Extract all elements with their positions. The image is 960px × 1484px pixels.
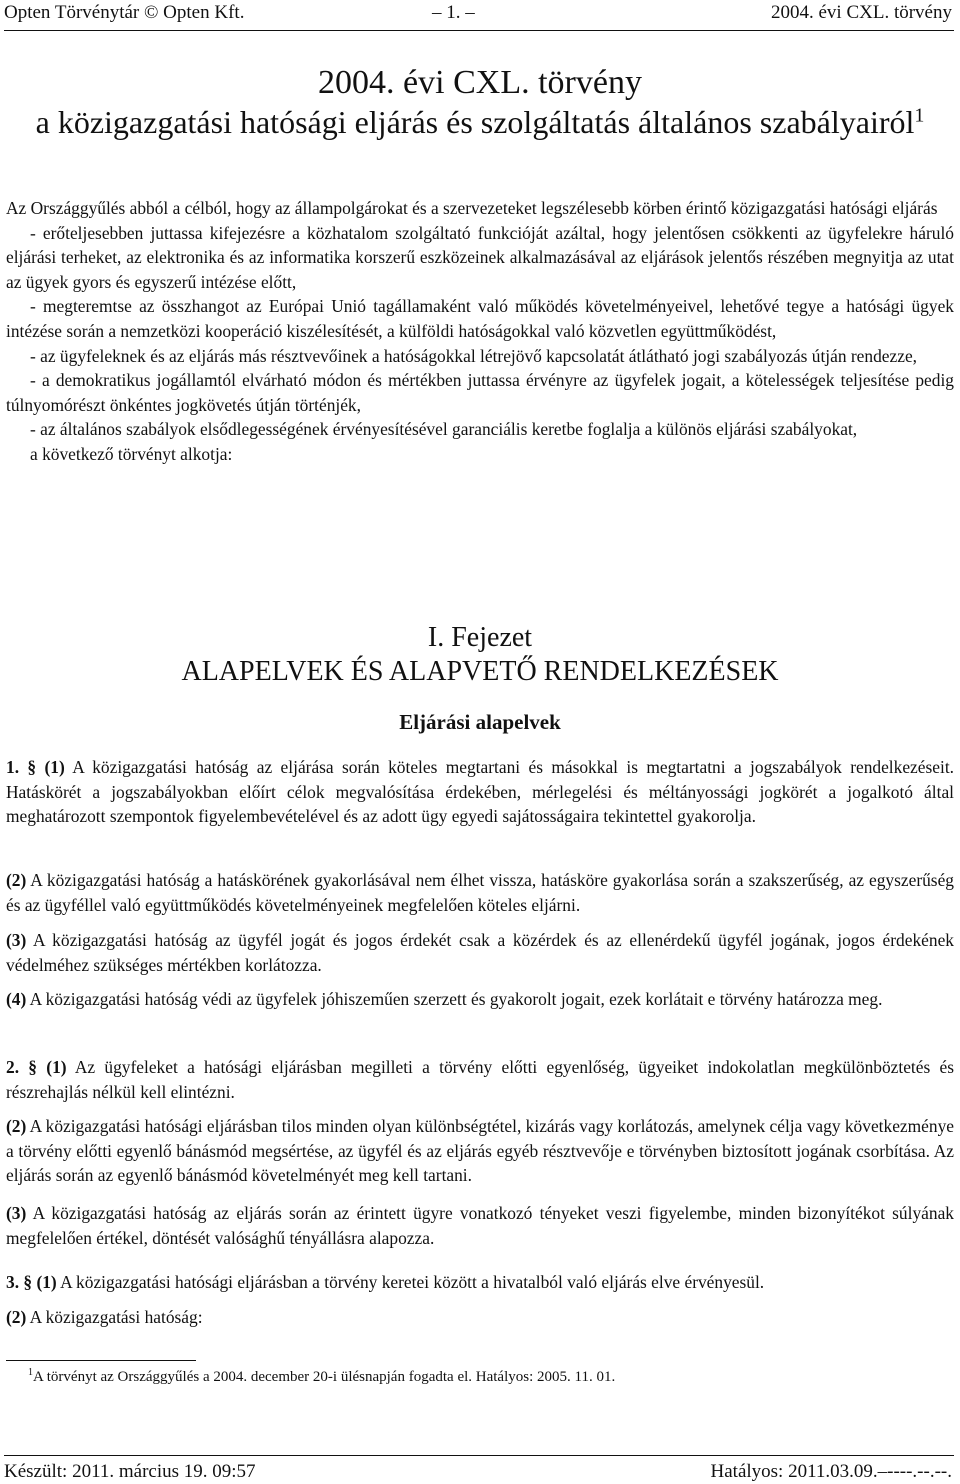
paragraph <box>6 987 954 1012</box>
preamble-item: - erőteljesebben juttassa kifejezésre a közhatalom szolgáltató funkcióját azáltal, hogy jelentősen csökkenti az ügyfelekre háruló eljárási terheket, az elektronika és az informatika korszerű eszközeinek alkalmazásával az eljárások jelentős részében megnyitja az utat az ügyek gyors és egyszerű intézése előtt, <box>6 222 954 292</box>
footer-divider <box>4 1455 954 1456</box>
page-header <box>4 2 952 28</box>
paragraph-number: (2) <box>6 1307 27 1327</box>
footnote-ref[interactable]: 1 <box>914 104 925 127</box>
paragraph-text: A közigazgatási hatóság az eljárása során köteles megtartani és másokkal is megtartatni a jogszabályok rendelkezéseit. Hatáskörét a jogszabályokban előírt célok megvalósítása érdekében, mérlegelési és méltányossági jogkörét a jogalkotó által meghatározott szempontok figyelembevételével és az adott ügy egyedi sajátosságaira tekintettel gyakorolja. <box>6 757 954 827</box>
article-number: 1. § <box>6 757 45 777</box>
paragraph-text: A közigazgatási hatóság az ügyfél jogát és jogos érdekét csak a közérdek és az ellenérdekű ügyfél jogának, jogos érdekének védelméhez szükséges mértékben korlátozza. <box>6 930 954 975</box>
article-number: 3. § <box>6 1272 37 1292</box>
paragraph-text: A közigazgatási hatósági eljárásban tilos minden olyan különbségtétel, kizárás vagy korlátozás, amelynek célja vagy következménye a törvény előtti egyenlő bánásmód megsértése, az ügyfél és az eljárás egyéb résztvevője e törvényben biztosított jogának csorbítása. Az eljárás során az egyenlő bánásmód követelményét meg kell tartani. <box>6 1116 954 1186</box>
header-right: 2004. évi CXL. törvény <box>770 2 952 23</box>
paragraph-text: A közigazgatási hatósági eljárásban a törvény keretei között a hivatalból való eljárás elve érvényesül. <box>56 1272 765 1292</box>
paragraph-number: (1) <box>44 757 65 777</box>
paragraph-text: A közigazgatási hatóság az eljárás során az érintett ügyre vonatkozó tényeket veszi figyelembe, minden bizonyítékot súlyának megfelelően értékel, döntését valósághű tényállásra alapozza. <box>6 1203 954 1248</box>
section-title: Eljárási alapelvek <box>399 710 561 734</box>
footnote-divider <box>6 1360 196 1361</box>
paragraph <box>6 1114 954 1188</box>
paragraph-text: Az ügyfeleket a hatósági eljárásban megilleti a törvény előtti egyenlőség, ügyeiket indokolatlan megkülönböztetés és részrehajlás nélkül kell elintézni. <box>6 1057 954 1102</box>
paragraph-number: (3) <box>6 1203 27 1223</box>
paragraph <box>6 1201 954 1250</box>
paragraph-text: A közigazgatási hatóság: <box>26 1307 203 1327</box>
law-subtitle-text: a közigazgatási hatósági eljárás és szolgáltatás általános szabályairól <box>35 104 915 140</box>
preamble-item: - az ügyfeleknek és az eljárás más résztvevőinek a hatóságokkal létrejövő kapcsolatát átlátható jogi szabályozás útján rendezze, <box>30 345 918 366</box>
paragraph <box>6 1055 954 1104</box>
preamble-item: - az általános szabályok elsődlegességének érvényesítésével garanciális keretbe foglalja a különös eljárási szabályokat, <box>30 419 858 440</box>
preamble-intro: Az Országgyűlés abból a célból, hogy az állampolgárokat és a szervezeteket legszélesebb körben érintő közigazgatási hatósági eljárás <box>6 198 938 218</box>
article-number: 2. § <box>6 1057 47 1077</box>
footer-effective: Hatályos: 2011.03.09.–----.--.--. <box>710 1461 952 1482</box>
preamble <box>6 196 954 467</box>
paragraph-number: (2) <box>6 870 27 890</box>
preamble-closing: a következő törvényt alkotja: <box>30 443 233 464</box>
preamble-item: - megteremtse az összhangot az Európai Unió tagállamaként való működés követelményeivel, lehetővé tegye a hatósági ügyek intézése során a nemzetközi kooperáció kiszélesítését, a külföldi hatóságokkal való közvetlen együttműködést, <box>6 296 954 341</box>
header-divider <box>4 30 954 31</box>
paragraph <box>6 928 954 977</box>
law-title: 2004. évi CXL. törvény <box>318 64 642 101</box>
footnote-mark: 1 <box>28 1367 33 1378</box>
paragraph-number: (1) <box>36 1272 57 1292</box>
chapter-number: I. Fejezet <box>427 622 533 653</box>
paragraph-text: A közigazgatási hatóság a hatáskörének gyakorlásával nem élhet vissza, hatásköre gyakorlása során a szakszerűség, az egyszerűség és az ügyféllel való együttműködés követelményeinek megfelelően köteles eljárni. <box>6 870 954 915</box>
paragraph-number: (1) <box>46 1057 67 1077</box>
paragraph <box>6 868 954 917</box>
header-left: Opten Törvénytár © Opten Kft. <box>4 2 245 23</box>
footnote <box>28 1367 615 1386</box>
footnote-text: A törvényt az Országgyűlés a 2004. december 20-i ülésnapján fogadta el. Hatályos: 2005. 11. 01. <box>33 1369 616 1385</box>
law-subtitle <box>0 104 960 141</box>
chapter-title: ALAPELVEK ÉS ALAPVETŐ RENDELKEZÉSEK <box>181 656 779 687</box>
footer-created: Készült: 2011. március 19. 09:57 <box>4 1461 256 1482</box>
paragraph-number: (3) <box>6 930 27 950</box>
paragraph-text: A közigazgatási hatóság védi az ügyfelek jóhiszeműen szerzett és gyakorolt jogait, ezek korlátait e törvény határozza meg. <box>26 989 883 1009</box>
header-page-number: – 1. – <box>432 2 475 23</box>
paragraph-number: (2) <box>6 1116 27 1136</box>
paragraph-number: (4) <box>6 989 27 1009</box>
paragraph <box>6 1270 954 1295</box>
paragraph <box>6 755 954 829</box>
paragraph <box>6 1305 954 1330</box>
preamble-item: - a demokratikus jogállamtól elvárható módon és mértékben juttassa érvényre az ügyfelek jogait, a kötelességek teljesítése pedig túlnyomórészt önkéntes jogkövetés útján történjék, <box>6 370 954 415</box>
